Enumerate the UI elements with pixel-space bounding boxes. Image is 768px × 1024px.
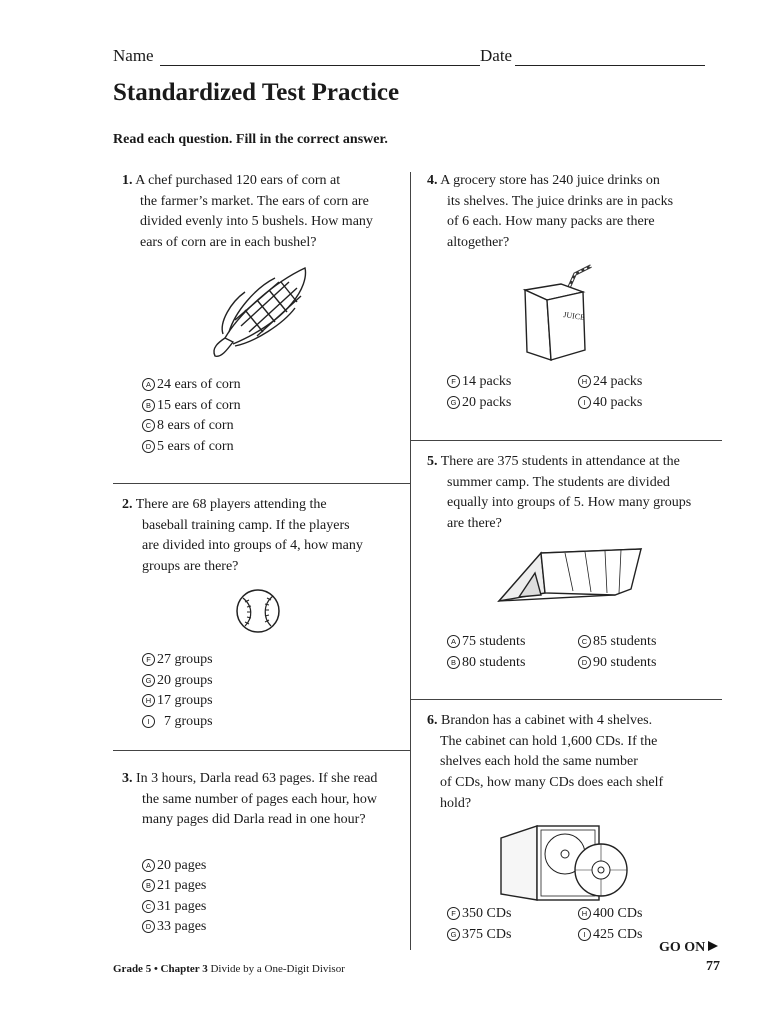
question-text-line: summer camp. The students are divided — [447, 474, 670, 490]
question-2 — [122, 495, 363, 578]
date-field[interactable] — [515, 65, 705, 66]
answer-bubble[interactable]: C — [578, 635, 591, 648]
answer-text: 20 packs — [462, 395, 512, 410]
divider-q5-q6 — [410, 699, 722, 700]
answer-bubble[interactable]: H — [142, 694, 155, 707]
answer-text: 14 packs — [462, 374, 512, 389]
answer-option-3B[interactable] — [142, 878, 206, 894]
question-text-line: the same number of pages each hour, how — [142, 791, 378, 807]
juice-box-icon — [515, 262, 605, 364]
answer-bubble[interactable]: A — [142, 859, 155, 872]
answer-option-5C[interactable] — [578, 634, 656, 650]
name-field[interactable] — [160, 65, 480, 66]
question-text-line: The cabinet can hold 1,600 CDs. If the — [440, 733, 658, 749]
question-text-line: A chef purchased 120 ears of corn at — [135, 173, 341, 188]
answer-text: 24 packs — [593, 374, 643, 389]
answer-bubble[interactable]: F — [447, 375, 460, 388]
answer-text: 20 pages — [157, 858, 207, 873]
answer-text: 8 ears of corn — [157, 418, 234, 433]
answer-option-6H[interactable] — [578, 906, 642, 922]
question-number: 1. — [122, 173, 133, 188]
answer-bubble[interactable]: D — [142, 440, 155, 453]
answer-option-6I[interactable] — [578, 927, 642, 943]
answer-bubble[interactable]: D — [578, 656, 591, 669]
cd-case-icon — [497, 820, 633, 906]
question-6 — [427, 711, 663, 815]
answer-bubble[interactable]: G — [447, 928, 460, 941]
answer-text: 350 CDs — [462, 906, 512, 921]
answer-text: 375 CDs — [462, 927, 512, 942]
name-label: Name — [113, 46, 154, 65]
answer-text: 31 pages — [157, 899, 207, 914]
answer-text: 80 students — [462, 655, 526, 670]
answer-option-1C[interactable] — [142, 418, 234, 434]
answer-text: 85 students — [593, 634, 657, 649]
question-text-line: baseball training camp. If the players — [142, 517, 350, 533]
answer-text: 17 groups — [157, 693, 213, 708]
answer-option-4G[interactable] — [447, 395, 511, 411]
juice-box-label: JUICE — [562, 310, 586, 323]
corn-icon — [205, 262, 315, 364]
answer-text: 7 groups — [157, 714, 213, 729]
question-text-line: equally into groups of 5. How many groups — [447, 495, 692, 511]
go-on-label: GO ON — [659, 940, 719, 956]
answer-text: 33 pages — [157, 919, 207, 934]
answer-option-5D[interactable] — [578, 655, 656, 671]
answer-bubble[interactable]: H — [578, 375, 591, 388]
answer-option-2I[interactable] — [142, 714, 213, 730]
answer-option-4F[interactable] — [447, 374, 511, 390]
answer-text: 15 ears of corn — [157, 398, 241, 413]
question-3 — [122, 769, 377, 831]
baseball-icon — [235, 588, 281, 634]
answer-option-2F[interactable] — [142, 652, 213, 668]
answer-option-2G[interactable] — [142, 673, 213, 689]
question-text-line: There are 68 players attending the — [135, 497, 327, 512]
answer-option-1A[interactable] — [142, 377, 241, 393]
question-text-line: hold? — [440, 795, 472, 811]
answer-bubble[interactable]: B — [142, 879, 155, 892]
answer-option-1D[interactable] — [142, 439, 234, 455]
answer-bubble[interactable]: A — [142, 378, 155, 391]
answer-text: 5 ears of corn — [157, 439, 234, 454]
answer-option-6G[interactable] — [447, 927, 511, 943]
answer-text: 24 ears of corn — [157, 377, 241, 392]
question-text-line: of 6 each. How many packs are there — [447, 214, 655, 230]
answer-option-5B[interactable] — [447, 655, 525, 671]
answer-bubble[interactable]: G — [142, 674, 155, 687]
question-text-line: its shelves. The juice drinks are in packs — [447, 193, 674, 209]
question-text-line: Brandon has a cabinet with 4 shelves. — [441, 713, 653, 728]
answer-bubble[interactable]: A — [447, 635, 460, 648]
answer-text: 400 CDs — [593, 906, 643, 921]
question-number: 2. — [122, 497, 133, 512]
page-title: Standardized Test Practice — [113, 79, 400, 106]
answer-text: 40 packs — [593, 395, 643, 410]
answer-bubble[interactable]: F — [447, 907, 460, 920]
answer-bubble[interactable]: C — [142, 900, 155, 913]
question-text-line: divided evenly into 5 bushels. How many — [140, 214, 373, 230]
answer-bubble[interactable]: D — [142, 920, 155, 933]
divider-q4-q5 — [410, 440, 722, 441]
divider-q1-q2 — [113, 483, 410, 484]
date-label: Date — [480, 46, 513, 65]
instructions: Read each question. Fill in the correct answer. — [113, 132, 388, 147]
question-number: 3. — [122, 771, 133, 786]
column-divider — [410, 172, 411, 950]
question-text-line: A grocery store has 240 juice drinks on — [440, 173, 660, 188]
question-number: 4. — [427, 173, 438, 188]
answer-text: 27 groups — [157, 652, 213, 667]
answer-option-1B[interactable] — [142, 398, 241, 414]
question-text-line: shelves each hold the same number — [440, 754, 638, 770]
question-5 — [427, 452, 691, 535]
answer-option-4H[interactable] — [578, 374, 642, 390]
triangle-right-icon — [707, 940, 719, 952]
question-text-line: are there? — [447, 516, 502, 532]
answer-bubble[interactable]: I — [142, 715, 155, 728]
question-text-line: the farmer’s market. The ears of corn are — [140, 193, 369, 209]
answer-bubble[interactable]: I — [578, 928, 591, 941]
divider-q2-q3 — [113, 750, 410, 751]
question-text-line: many pages did Darla read in one hour? — [142, 812, 366, 828]
page-number: 77 — [706, 959, 720, 974]
answer-bubble[interactable]: F — [142, 653, 155, 666]
question-number: 6. — [427, 713, 438, 728]
answer-bubble[interactable]: C — [142, 419, 155, 432]
question-text-line: are divided into groups of 4, how many — [142, 538, 363, 554]
answer-option-3A[interactable] — [142, 858, 206, 874]
answer-text: 90 students — [593, 655, 657, 670]
answer-option-3C[interactable] — [142, 899, 206, 915]
answer-option-3D[interactable] — [142, 919, 206, 935]
answer-bubble[interactable]: B — [447, 656, 460, 669]
answer-option-4I[interactable] — [578, 395, 642, 411]
question-1 — [122, 171, 373, 254]
footer — [113, 963, 345, 975]
question-number: 5. — [427, 454, 438, 469]
question-text-line: In 3 hours, Darla read 63 pages. If she read — [136, 771, 378, 786]
question-text-line: There are 375 students in attendance at the — [440, 454, 680, 469]
answer-bubble[interactable]: B — [142, 399, 155, 412]
footer-topic: Divide by a One-Digit Divisor — [210, 963, 345, 975]
answer-option-2H[interactable] — [142, 693, 213, 709]
answer-text: 21 pages — [157, 878, 207, 893]
answer-option-6F[interactable] — [447, 906, 511, 922]
answer-bubble[interactable]: G — [447, 396, 460, 409]
question-text-line: of CDs, how many CDs does each shelf — [440, 775, 664, 791]
answer-text: 75 students — [462, 634, 526, 649]
answer-text: 425 CDs — [593, 927, 643, 942]
tent-icon — [495, 545, 645, 609]
question-text-line: altogether? — [447, 235, 510, 251]
question-text-line: ears of corn are in each bushel? — [140, 235, 317, 251]
answer-bubble[interactable]: H — [578, 907, 591, 920]
question-4 — [427, 171, 673, 254]
answer-bubble[interactable]: I — [578, 396, 591, 409]
footer-grade: Grade 5 • Chapter 3 — [113, 963, 208, 975]
answer-option-5A[interactable] — [447, 634, 525, 650]
answer-text: 20 groups — [157, 673, 213, 688]
question-text-line: groups are there? — [142, 559, 239, 575]
